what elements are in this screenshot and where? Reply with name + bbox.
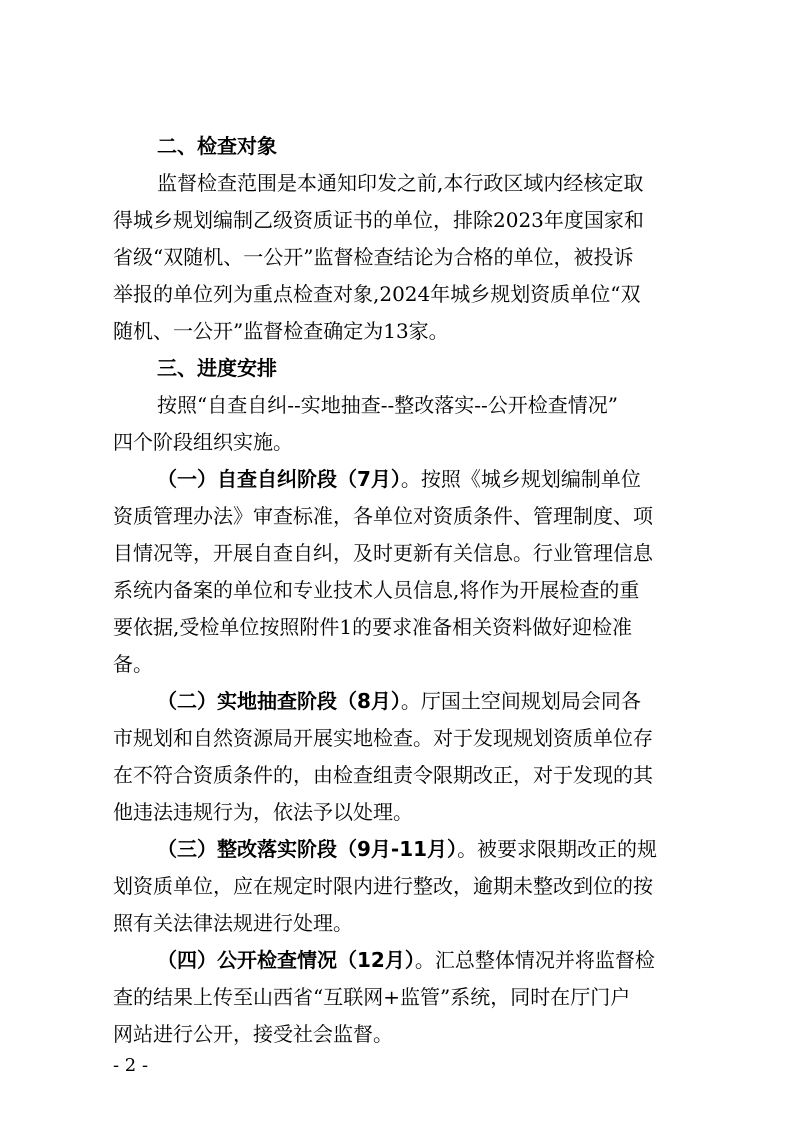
text-line: 省级“双随机、一公开”监督检查结论为合格的单位，被投诉 <box>113 245 634 269</box>
text-line: 系统内备案的单位和专业技术人员信息,将作为开展检查的重 <box>113 578 640 602</box>
stage-text: 。汇总整体情况并将监督检 <box>414 948 655 972</box>
text-line: 监督检查范围是本通知印发之前,本行政区域内经核定取 <box>157 171 644 195</box>
paragraph-stage-rectification <box>113 831 696 942</box>
paragraph-stage-field-check <box>113 683 696 831</box>
text-line: 随机、一公开”监督检查确定为13家。 <box>113 319 449 343</box>
stage-text: 。厅国土空间规划局会同各 <box>400 689 641 713</box>
text-line: 得城乡规划编制乙级资质证书的单位，排除2023年度国家和 <box>113 208 644 232</box>
stage-title: （二）实地抽查阶段（8月） <box>157 689 401 713</box>
text-line: 目情况等，开展自查自纠，及时更新有关信息。行业管理信息 <box>113 541 653 565</box>
text-line: 按照“自查自纠--实地抽查--整改落实--公开检查情况” <box>157 393 618 417</box>
paragraph-stage-publication <box>113 942 696 1053</box>
paragraph-stage-self-check <box>113 461 696 683</box>
text-line <box>113 831 696 868</box>
document-body <box>113 128 696 1053</box>
text-line <box>113 683 696 720</box>
text-line: 要依据,受检单位按照附件1的要求准备相关资料做好迎检准 <box>113 615 633 639</box>
text-line: 查的结果上传至山西省“互联网+监管”系统，同时在厅门户 <box>113 985 631 1009</box>
stage-title: （三）整改落实阶段（9月-11月） <box>157 837 458 861</box>
text-line: 他违法违规行为，依法予以处理。 <box>113 800 413 824</box>
text-line <box>113 461 696 498</box>
text-line: 资质管理办法》审查标准，各单位对资质条件、管理制度、项 <box>113 504 653 528</box>
text-line: 网站进行公开，接受社会监督。 <box>113 1022 393 1046</box>
text-line: 划资质单位，应在规定时限内进行整改，逾期未整改到位的按 <box>113 874 653 898</box>
stage-text: 。按照《城乡规划编制单位 <box>400 467 641 491</box>
paragraph-schedule-intro <box>113 387 696 461</box>
stage-title: （四）公开检查情况（12月） <box>157 948 415 972</box>
text-line: 照有关法律法规进行处理。 <box>113 911 353 935</box>
text-line: 举报的单位列为重点检查对象,2024年城乡规划资质单位“双 <box>113 282 641 306</box>
page-number: - 2 - <box>113 1055 149 1076</box>
stage-text: 。被要求限期改正的规 <box>457 837 658 861</box>
text-line <box>113 942 696 979</box>
paragraph-inspection-scope <box>113 165 696 350</box>
text-line: 四个阶段组织实施。 <box>113 430 293 454</box>
text-line: 市规划和自然资源局开展实地检查。对于发现规划资质单位存 <box>113 726 653 750</box>
stage-title: （一）自查自纠阶段（7月） <box>157 467 401 491</box>
text-line: 在不符合资质条件的，由检查组责令限期改正，对于发现的其 <box>113 763 653 787</box>
section-heading-schedule: 三、进度安排 <box>157 356 277 380</box>
text-line: 备。 <box>113 652 153 676</box>
section-heading-inspection-targets: 二、检查对象 <box>157 134 277 158</box>
